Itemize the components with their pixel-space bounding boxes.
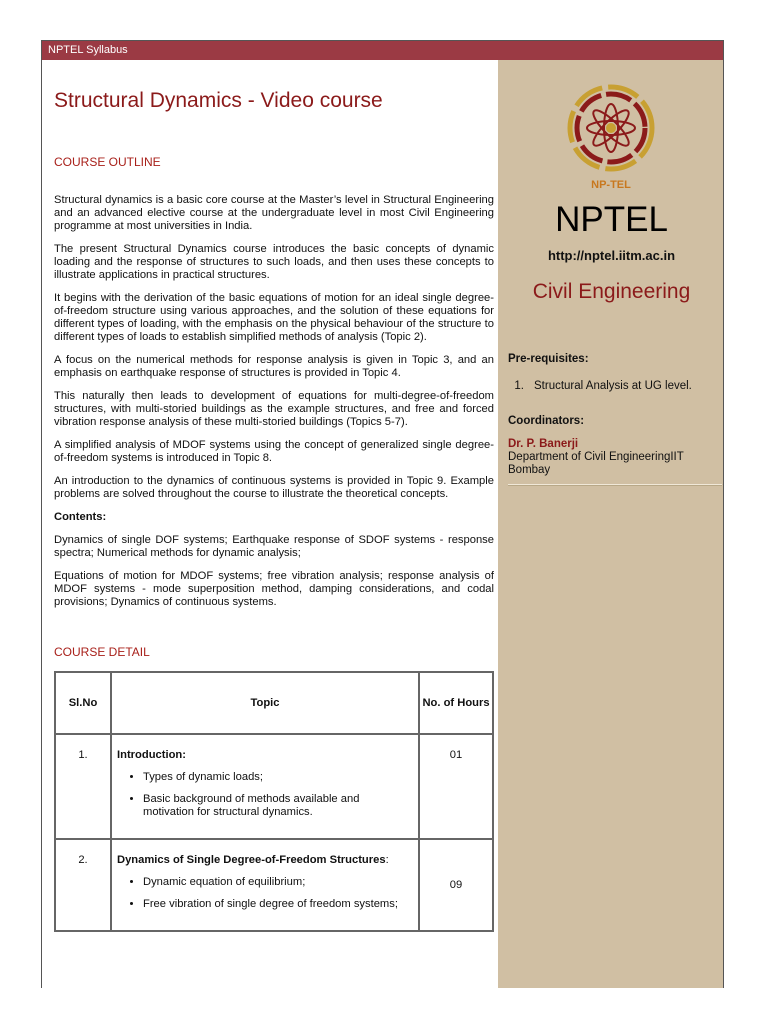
nptel-logo-icon — [562, 78, 660, 193]
logo-text: NP-TEL — [591, 179, 631, 191]
topic-item: • Dynamic equation of equilibrium; — [143, 876, 412, 889]
outline-paragraph: An introduction to the dynamics of continuous systems is provided in Topic 9. Example problems are solved throughout the course to illustrate the theoretical concepts. — [54, 475, 494, 500]
table-header-row — [55, 672, 493, 734]
slno-header: Sl.No — [55, 672, 111, 734]
topic-item: • Basic background of methods available and motivation for structural dynamics. — [143, 793, 412, 819]
row-hours: 01 — [419, 734, 493, 839]
prerequisites-list — [508, 380, 692, 392]
outline-paragraph: A focus on the numerical methods for response analysis is given in Topic 3, and an emphasis on earthquake response of structures is provided in Topic 4. — [54, 354, 494, 379]
topic-title-suffix: : — [385, 854, 389, 866]
header-bar — [42, 41, 723, 60]
outline-paragraph: It begins with the derivation of the basic equations of motion for an ideal single degree-of-freedom structure using various approaches, and the solution of these equations for different types of loading, with the emphasis on the physical behaviour of the structure to different types of loads to establish simplified methods of analysis (Topic 2). — [54, 292, 494, 343]
prerequisites-heading: Pre-requisites: — [508, 353, 589, 365]
row-slno: 1. — [55, 734, 111, 839]
row-hours — [419, 839, 493, 931]
row-topic — [111, 839, 419, 931]
contents-paragraph: Equations of motion for MDOF systems; free vibration analysis; response analysis of MDOF systems - mode superposition method, damping considerations, and codal provisions; Dynamics of continuous systems. — [54, 570, 494, 608]
row-topic — [111, 734, 419, 839]
contents-paragraph: Dynamics of single DOF systems; Earthquake response of SDOF systems - response spectra; Numerical methods for dynamic analysis; — [54, 534, 494, 559]
prereq-item: Structural Analysis at UG level. — [534, 380, 692, 392]
row-slno: 2. — [55, 839, 111, 931]
topic-title: Dynamics of Single Degree-of-Freedom Structures — [117, 854, 386, 866]
outline-paragraph: This naturally then leads to development of equations for multi-degree-of-freedom structures, with multi-storied buildings as the example structures, and free and forced vibration response analysis of these multi-storied buildings (Topics 5-7). — [54, 390, 494, 428]
coordinator-name: Dr. P. Banerji — [508, 438, 579, 450]
outline-paragraph: Structural dynamics is a basic core course at the Master’s level in Structural Engineering and an advanced elective course at the undergraduate level in most Civil Engineering programme at most universities in India. — [54, 194, 494, 232]
topic-header: Topic — [111, 672, 419, 734]
brand-name: NPTEL — [555, 200, 668, 239]
header-label: NPTEL Syllabus — [48, 44, 128, 56]
outline-paragraph: The present Structural Dynamics course introduces the basic concepts of dynamic loading and the response of structures to such loads, and then uses these concepts to illustrate applications in practical structures. — [54, 243, 494, 281]
topic-item: • Types of dynamic loads; — [143, 771, 412, 784]
topic-title: Introduction: — [117, 749, 186, 761]
hours-header: No. of Hours — [419, 672, 493, 734]
topic-items — [117, 876, 412, 911]
row-hours-value: 09 — [449, 878, 463, 891]
sidebar — [498, 60, 724, 988]
site-url[interactable]: http://nptel.iitm.ac.in — [547, 248, 676, 263]
prereq-number: 1. — [514, 380, 524, 392]
page-title: Structural Dynamics - Video course — [54, 89, 383, 112]
department-name: Civil Engineering — [532, 280, 691, 303]
outline-paragraph: A simplified analysis of MDOF systems using the concept of generalized single degree-of-freedom systems is introduced in Topic 8. — [54, 439, 494, 464]
course-detail-heading: COURSE DETAIL — [54, 645, 150, 659]
course-detail-table — [54, 671, 494, 932]
topic-item: • Free vibration of single degree of freedom systems; — [143, 898, 412, 911]
sidebar-divider — [508, 484, 722, 486]
page-frame — [41, 40, 724, 988]
table-row — [55, 734, 493, 839]
course-outline-heading: COURSE OUTLINE — [54, 155, 161, 169]
topic-items — [117, 771, 412, 819]
contents-heading: Contents: — [54, 511, 107, 523]
table-row — [55, 839, 493, 931]
coordinator-affiliation: Department of Civil EngineeringIIT Bombay — [508, 451, 684, 476]
main-content — [54, 89, 494, 932]
coordinators-heading: Coordinators: — [508, 415, 585, 427]
